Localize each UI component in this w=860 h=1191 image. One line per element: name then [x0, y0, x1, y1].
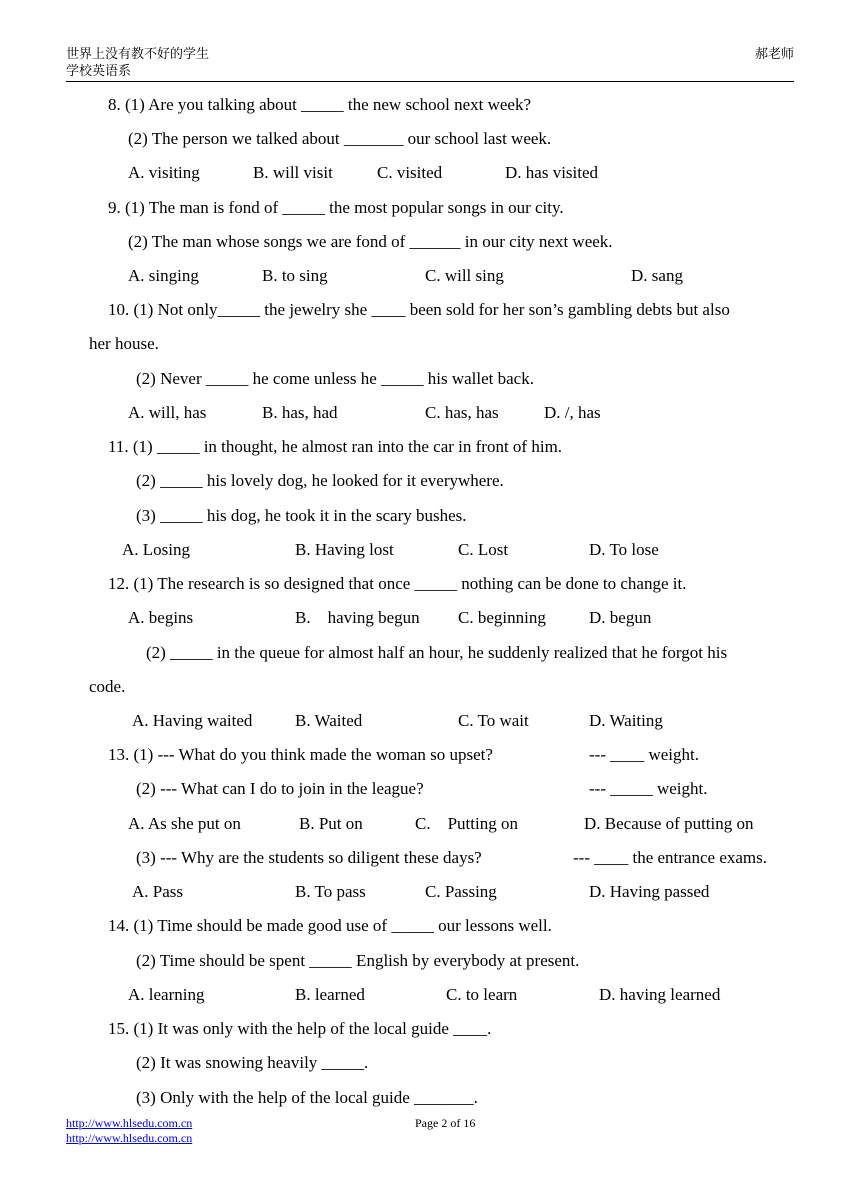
question-13-part-1-answer: --- ____ weight. — [589, 745, 700, 764]
question-11-part-3: (3) _____ his dog, he took it in the scary bushes. — [136, 506, 467, 525]
header-left — [66, 45, 209, 79]
option-a: A. As she put on — [128, 814, 241, 833]
question-10-part-1-continued: her house. — [89, 334, 159, 353]
question-8-part-1: 8. (1) Are you talking about _____ the new school next week? — [108, 95, 532, 114]
option-a: A. Pass — [132, 882, 184, 901]
header-school-motto: 世界上没有教不好的学生 — [66, 46, 210, 61]
footer-link-2[interactable]: http://www.hlsedu.com.cn — [66, 1131, 193, 1145]
question-9-part-2: (2) The man whose songs we are fond of ______ in our city next week. — [128, 232, 613, 251]
option-d: D. To lose — [589, 540, 659, 559]
question-12-part-2-continued: code. — [89, 677, 126, 696]
option-a: A. visiting — [128, 163, 200, 182]
option-c: C. beginning — [458, 608, 546, 627]
option-d: D. sang — [631, 266, 683, 285]
question-13-part-1: 13. (1) --- What do you think made the woman so upset? — [108, 745, 493, 764]
question-14-part-1: 14. (1) Time should be made good use of _____ our lessons well. — [108, 916, 552, 935]
option-b: B. Waited — [295, 711, 363, 730]
option-b: B. to sing — [262, 266, 328, 285]
question-13-part-3: (3) --- Why are the students so diligent these days? — [136, 848, 482, 867]
question-11-part-1: 11. (1) _____ in thought, he almost ran into the car in front of him. — [108, 437, 563, 456]
footer-link-1[interactable]: http://www.hlsedu.com.cn — [66, 1116, 193, 1130]
header-divider — [66, 81, 794, 82]
question-8-part-2: (2) The person we talked about _______ our school last week. — [128, 129, 552, 148]
question-15-part-2: (2) It was snowing heavily _____. — [136, 1053, 369, 1072]
question-12-part-2: (2) _____ in the queue for almost half an hour, he suddenly realized that he forgot his — [146, 643, 728, 662]
option-b: B. having begun — [295, 608, 420, 627]
option-a: A. Losing — [122, 540, 190, 559]
question-15-part-1: 15. (1) It was only with the help of the local guide ____. — [108, 1019, 492, 1038]
option-b: B. has, had — [262, 403, 338, 422]
option-b: B. Having lost — [295, 540, 394, 559]
question-13-part-2-answer: --- _____ weight. — [589, 779, 708, 798]
option-a: A. learning — [128, 985, 205, 1004]
question-14-part-2: (2) Time should be spent _____ English by everybody at present. — [136, 951, 580, 970]
option-a: A. Having waited — [132, 711, 253, 730]
question-12-part-1: 12. (1) The research is so designed that once _____ nothing can be done to change it. — [108, 574, 687, 593]
question-9-part-1: 9. (1) The man is fond of _____ the most popular songs in our city. — [108, 198, 564, 217]
option-d: D. has visited — [505, 163, 599, 182]
question-15-part-3: (3) Only with the help of the local guide _______. — [136, 1088, 478, 1107]
option-d: D. begun — [589, 608, 652, 627]
option-c: C. will sing — [425, 266, 504, 285]
option-a: A. singing — [128, 266, 199, 285]
option-d: D. having learned — [599, 985, 721, 1004]
option-d: D. Waiting — [589, 711, 663, 730]
option-b: B. will visit — [253, 163, 333, 182]
option-a: A. begins — [128, 608, 194, 627]
question-13-part-2: (2) --- What can I do to join in the league? — [136, 779, 424, 798]
option-c: C. has, has — [425, 403, 499, 422]
header-department: 学校英语系 — [66, 63, 132, 78]
option-b: B. To pass — [295, 882, 366, 901]
option-a: A. will, has — [128, 403, 207, 422]
option-b: B. learned — [295, 985, 365, 1004]
footer-links — [66, 1116, 192, 1146]
option-d: D. /, has — [544, 403, 601, 422]
option-b: B. Put on — [299, 814, 363, 833]
option-c: C. Putting on — [415, 814, 518, 833]
option-c: C. Lost — [458, 540, 509, 559]
option-c: C. visited — [377, 163, 443, 182]
option-d: D. Having passed — [589, 882, 710, 901]
page-number: Page 2 of 16 — [415, 1116, 476, 1130]
header-teacher: 郝老师 — [754, 46, 794, 61]
option-c: C. Passing — [425, 882, 497, 901]
option-c: C. to learn — [446, 985, 518, 1004]
question-10-part-1: 10. (1) Not only_____ the jewelry she ____ been sold for her son’s gambling debts but also — [108, 300, 730, 319]
question-11-part-2: (2) _____ his lovely dog, he looked for it everywhere. — [136, 471, 504, 490]
question-10-part-2: (2) Never _____ he come unless he _____ his wallet back. — [136, 369, 534, 388]
option-d: D. Because of putting on — [584, 814, 754, 833]
option-c: C. To wait — [458, 711, 529, 730]
question-13-part-3-answer: --- ____ the entrance exams. — [573, 848, 767, 867]
